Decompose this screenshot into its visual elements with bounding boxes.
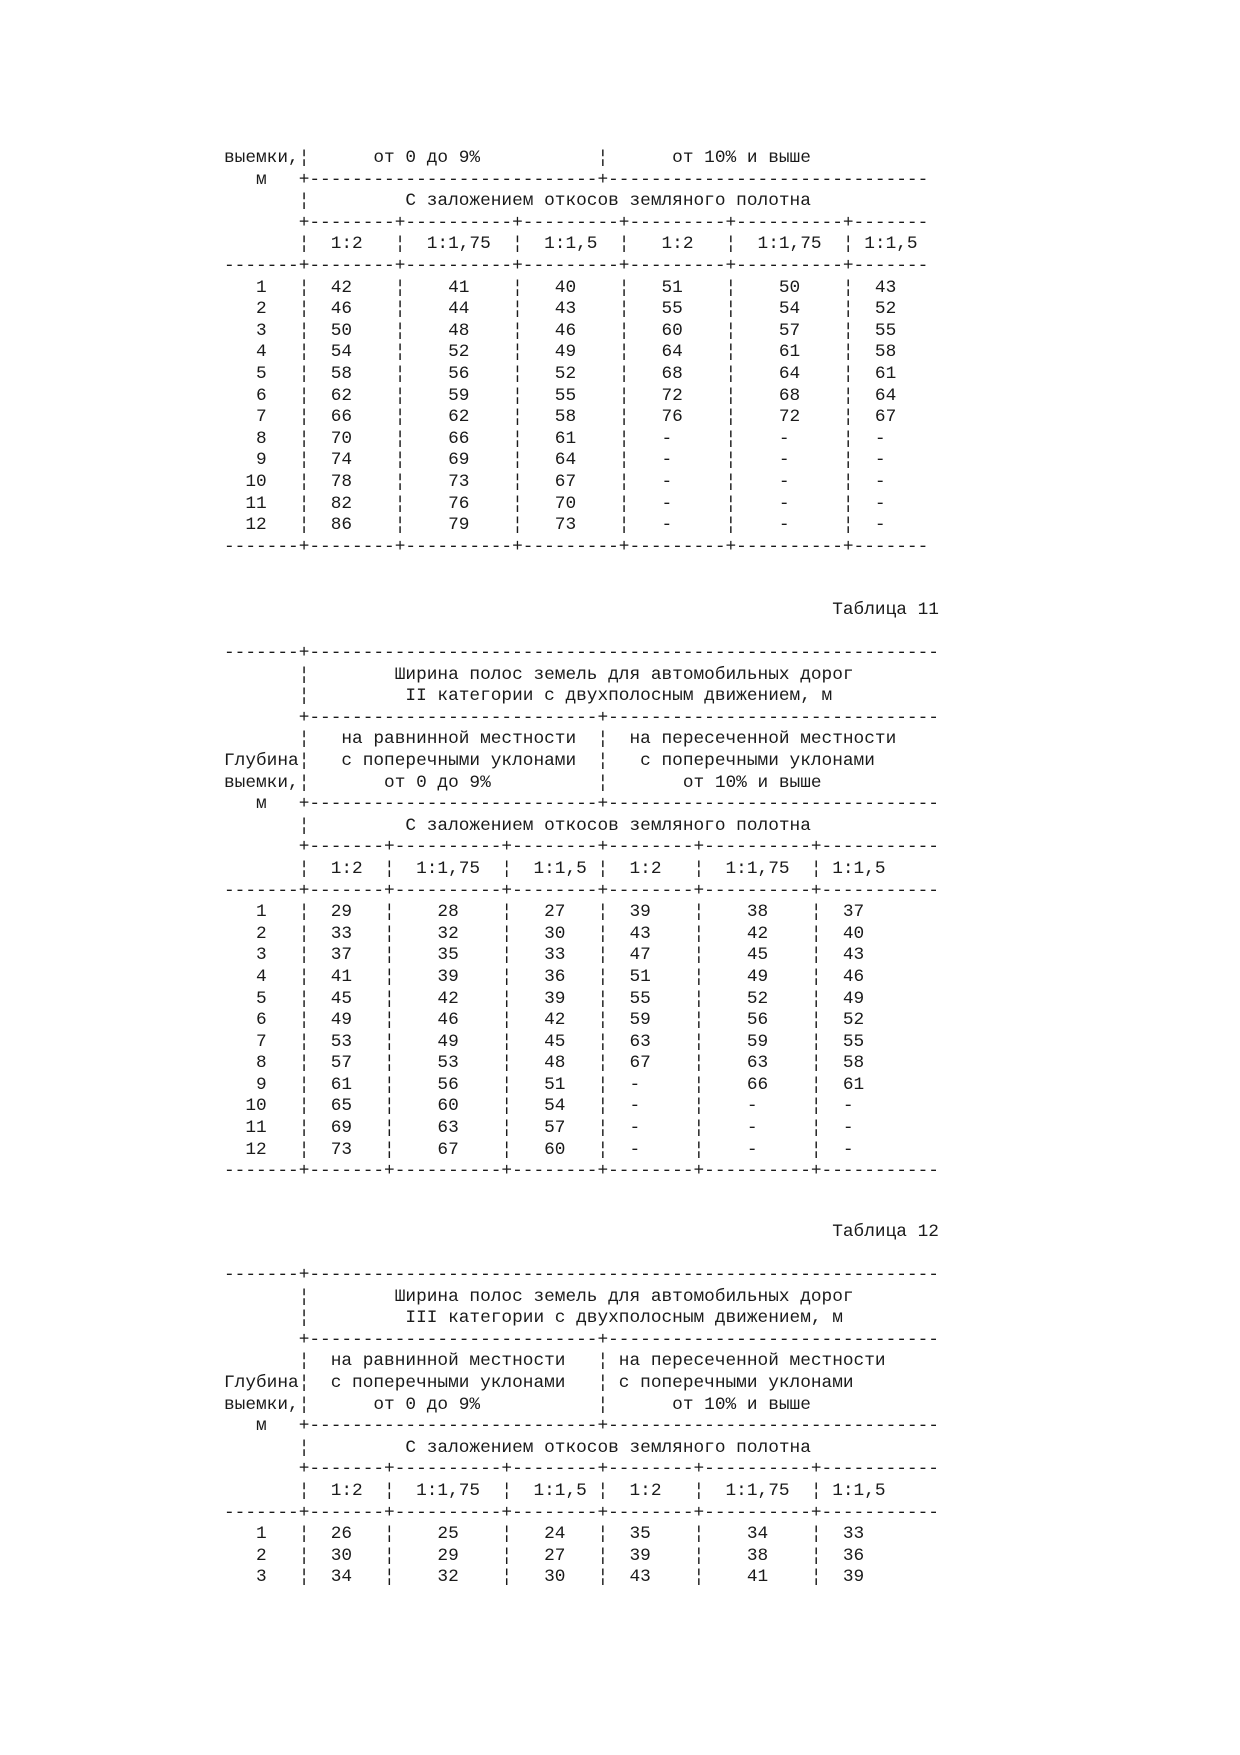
table-line: 3 ¦ 34 ¦ 32 ¦ 30 ¦ 43 ¦ 41 ¦ 39 xyxy=(224,1567,865,1588)
table-12-caption xyxy=(224,1222,939,1244)
table-line: ¦ на равнинной местности ¦ на пересеченной местности xyxy=(224,729,897,750)
table-line: ¦ Ширина полос земель для автомобильных дорог xyxy=(224,664,854,685)
table-line: 12 ¦ 86 ¦ 79 ¦ 73 ¦ - ¦ - ¦ - xyxy=(224,515,886,536)
table-line: +---------------------------+------------------------------- xyxy=(224,1329,939,1350)
table-line: 4 ¦ 54 ¦ 52 ¦ 49 ¦ 64 ¦ 61 ¦ 58 xyxy=(224,342,897,363)
table-line: 5 ¦ 58 ¦ 56 ¦ 52 ¦ 68 ¦ 64 ¦ 61 xyxy=(224,363,897,384)
table-line: 3 ¦ 50 ¦ 48 ¦ 46 ¦ 60 ¦ 57 ¦ 55 xyxy=(224,320,897,341)
table-10-continuation xyxy=(224,148,928,558)
table-line: 5 ¦ 45 ¦ 42 ¦ 39 ¦ 55 ¦ 52 ¦ 49 xyxy=(224,988,865,1009)
table-line: ¦ 1:2 ¦ 1:1,75 ¦ 1:1,5 ¦ 1:2 ¦ 1:1,75 ¦ 1:1,5 xyxy=(224,1480,886,1501)
table-line: ¦ на равнинной местности ¦ на пересеченной местности xyxy=(224,1351,886,1372)
table-line: м +---------------------------+------------------------------- xyxy=(224,1416,939,1437)
table-line: ¦ С заложением откосов земляного полотна xyxy=(224,191,811,212)
table-line: 11 ¦ 69 ¦ 63 ¦ 57 ¦ - ¦ - ¦ - xyxy=(224,1118,854,1139)
table-line: ¦ III категории с двухполосным движением, м xyxy=(224,1308,843,1329)
table-line: 4 ¦ 41 ¦ 39 ¦ 36 ¦ 51 ¦ 49 ¦ 46 xyxy=(224,966,865,987)
table-line: выемки,¦ от 0 до 9% ¦ от 10% и выше xyxy=(224,1394,811,1415)
table-line: 9 ¦ 61 ¦ 56 ¦ 51 ¦ - ¦ 66 ¦ 61 xyxy=(224,1074,865,1095)
table-line: 7 ¦ 66 ¦ 62 ¦ 58 ¦ 76 ¦ 72 ¦ 67 xyxy=(224,407,897,428)
table-line: 11 ¦ 82 ¦ 76 ¦ 70 ¦ - ¦ - ¦ - xyxy=(224,493,886,514)
table-line: -------+----------------------------------------------------------- xyxy=(224,643,939,663)
table-11 xyxy=(224,643,939,1183)
table-line: -------+-------+----------+--------+--------+----------+----------- xyxy=(224,880,939,901)
table-line: -------+-------+----------+--------+--------+----------+----------- xyxy=(224,1161,939,1182)
table-line: +-------+----------+--------+--------+----------+----------- xyxy=(224,837,939,858)
table-11-caption xyxy=(224,600,939,622)
table-line: 10 ¦ 78 ¦ 73 ¦ 67 ¦ - ¦ - ¦ - xyxy=(224,471,886,492)
table-line: выемки,¦ от 0 до 9% ¦ от 10% и выше xyxy=(224,148,811,168)
table-line: 6 ¦ 62 ¦ 59 ¦ 55 ¦ 72 ¦ 68 ¦ 64 xyxy=(224,385,897,406)
table-line: +--------+----------+---------+---------+----------+------- xyxy=(224,212,929,233)
table-line: 10 ¦ 65 ¦ 60 ¦ 54 ¦ - ¦ - ¦ - xyxy=(224,1096,854,1117)
table-line: 6 ¦ 49 ¦ 46 ¦ 42 ¦ 59 ¦ 56 ¦ 52 xyxy=(224,1010,865,1031)
caption-text: Таблица 12 xyxy=(832,1222,939,1242)
table-line: м +---------------------------+------------------------------- xyxy=(224,794,939,815)
table-line: 2 ¦ 30 ¦ 29 ¦ 27 ¦ 39 ¦ 38 ¦ 36 xyxy=(224,1545,865,1566)
table-line: 3 ¦ 37 ¦ 35 ¦ 33 ¦ 47 ¦ 45 ¦ 43 xyxy=(224,945,865,966)
table-line: 2 ¦ 33 ¦ 32 ¦ 30 ¦ 43 ¦ 42 ¦ 40 xyxy=(224,923,865,944)
table-line: ¦ 1:2 ¦ 1:1,75 ¦ 1:1,5 ¦ 1:2 ¦ 1:1,75 ¦ 1:1,5 xyxy=(224,858,886,879)
table-line: 8 ¦ 57 ¦ 53 ¦ 48 ¦ 67 ¦ 63 ¦ 58 xyxy=(224,1053,865,1074)
table-line: ¦ Ширина полос земель для автомобильных дорог xyxy=(224,1286,854,1307)
table-line: -------+--------+----------+---------+---------+----------+------- xyxy=(224,536,929,557)
table-line: ¦ II категории с двухполосным движением, м xyxy=(224,686,833,707)
table-line: +-------+----------+--------+--------+----------+----------- xyxy=(224,1459,939,1480)
table-line: Глубина¦ с поперечными уклонами ¦ с поперечными уклонами xyxy=(224,1372,854,1393)
table-line: 12 ¦ 73 ¦ 67 ¦ 60 ¦ - ¦ - ¦ - xyxy=(224,1139,854,1160)
table-line: 1 ¦ 29 ¦ 28 ¦ 27 ¦ 39 ¦ 38 ¦ 37 xyxy=(224,902,865,923)
table-line: 2 ¦ 46 ¦ 44 ¦ 43 ¦ 55 ¦ 54 ¦ 52 xyxy=(224,299,897,320)
table-line: 1 ¦ 26 ¦ 25 ¦ 24 ¦ 35 ¦ 34 ¦ 33 xyxy=(224,1524,865,1545)
table-line: ¦ 1:2 ¦ 1:1,75 ¦ 1:1,5 ¦ 1:2 ¦ 1:1,75 ¦ 1:1,5 xyxy=(224,234,918,255)
table-line: ¦ С заложением откосов земляного полотна xyxy=(224,815,811,836)
table-line: -------+-------+----------+--------+--------+----------+----------- xyxy=(224,1502,939,1523)
table-line: м +---------------------------+------------------------------ xyxy=(224,169,929,190)
table-12 xyxy=(224,1265,939,1589)
table-line: -------+----------------------------------------------------------- xyxy=(224,1265,939,1285)
table-line: Глубина¦ с поперечными уклонами ¦ с поперечными уклонами xyxy=(224,750,875,771)
table-line: 9 ¦ 74 ¦ 69 ¦ 64 ¦ - ¦ - ¦ - xyxy=(224,450,886,471)
table-line: -------+--------+----------+---------+---------+----------+------- xyxy=(224,255,929,276)
table-line: ¦ С заложением откосов земляного полотна xyxy=(224,1437,811,1458)
table-line: 1 ¦ 42 ¦ 41 ¦ 40 ¦ 51 ¦ 50 ¦ 43 xyxy=(224,277,897,298)
caption-text: Таблица 11 xyxy=(832,600,939,620)
table-line: 7 ¦ 53 ¦ 49 ¦ 45 ¦ 63 ¦ 59 ¦ 55 xyxy=(224,1031,865,1052)
table-line: 8 ¦ 70 ¦ 66 ¦ 61 ¦ - ¦ - ¦ - xyxy=(224,428,886,449)
table-line: +---------------------------+------------------------------- xyxy=(224,707,939,728)
table-line: выемки,¦ от 0 до 9% ¦ от 10% и выше xyxy=(224,772,822,793)
